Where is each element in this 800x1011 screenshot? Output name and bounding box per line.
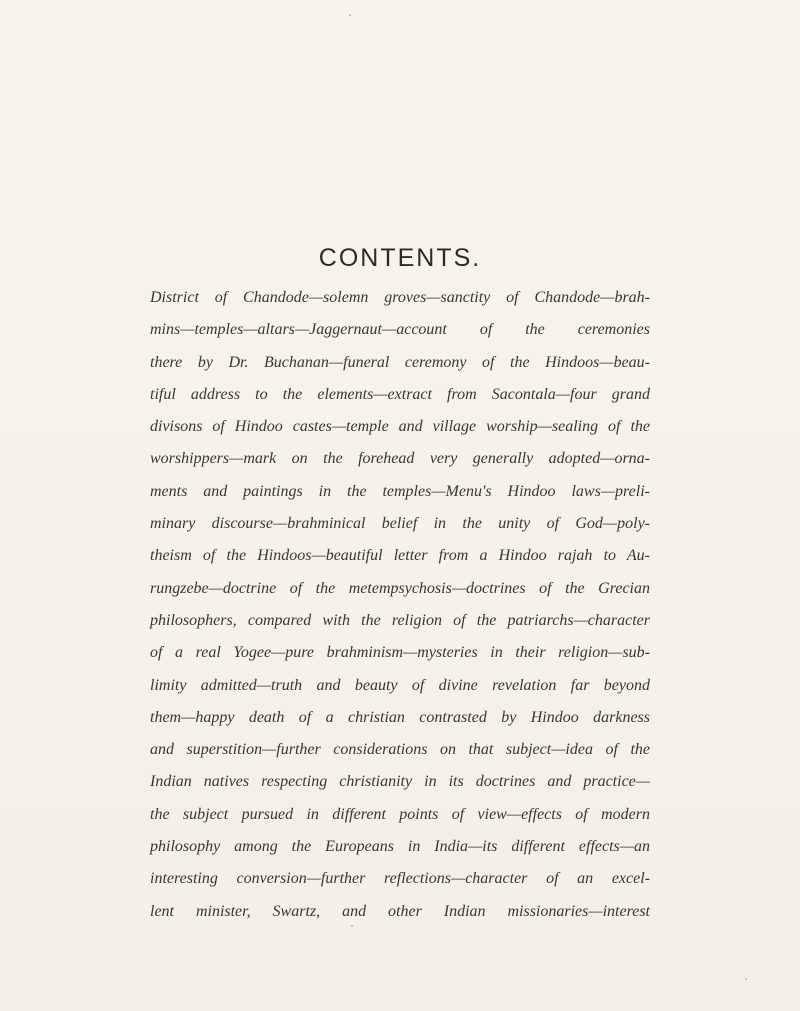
text-line: theism of the Hindoos—beautiful letter from a Hindoo rajah to Au-: [150, 547, 650, 565]
text-line: District of Chandode—solemn groves—sanctity of Chandode—brah-: [150, 289, 650, 306]
text-line: there by Dr. Buchanan—funeral ceremony of the Hindoos—beau-: [150, 353, 650, 371]
text-line: rungzebe—doctrine of the metempsychosis—doctrines of the Grecian: [150, 579, 650, 597]
text-line: the subject pursued in different points of view—effects of modern: [150, 805, 650, 823]
text-line: tiful address to the elements—extract from Sacontala—four grand: [150, 385, 650, 403]
text-line: Indian natives respecting christianity in its doctrines and practice—: [150, 773, 650, 791]
paper-speck: [351, 925, 353, 927]
text-line: interesting conversion—further reflections—character of an excel-: [150, 870, 650, 888]
text-line: minary discourse—brahminical belief in the unity of God—poly-: [150, 515, 650, 533]
text-line: lent minister, Swartz, and other Indian missionaries—interest: [150, 902, 650, 920]
text-line: ments and paintings in the temples—Menu's Hindoo laws—preli-: [150, 482, 650, 500]
text-line: mins—temples—altars—Jaggernaut—account of the ceremonies: [150, 321, 650, 339]
text-line: worshippers—mark on the forehead very generally adopted—orna-: [150, 450, 650, 468]
page-title: CONTENTS.: [318, 244, 482, 272]
text-line: philosophy among the Europeans in India—its different effects—an: [150, 838, 650, 856]
text-line: limity admitted—truth and beauty of divine revelation far beyond: [150, 676, 650, 694]
text-line: of a real Yogee—pure brahminism—mysteries in their religion—sub-: [150, 644, 650, 662]
text-line: philosophers, compared with the religion of the patriarchs—character: [150, 611, 650, 629]
text-line: and superstition—further considerations on that subject—idea of the: [150, 741, 650, 759]
paper-speck: [349, 14, 351, 16]
paper-speck: [745, 978, 747, 980]
text-line: divisons of Hindoo castes—temple and village worship—sealing of the: [150, 418, 650, 436]
contents-paragraph: [150, 288, 650, 934]
text-line: them—happy death of a christian contrasted by Hindoo darkness: [150, 708, 650, 726]
